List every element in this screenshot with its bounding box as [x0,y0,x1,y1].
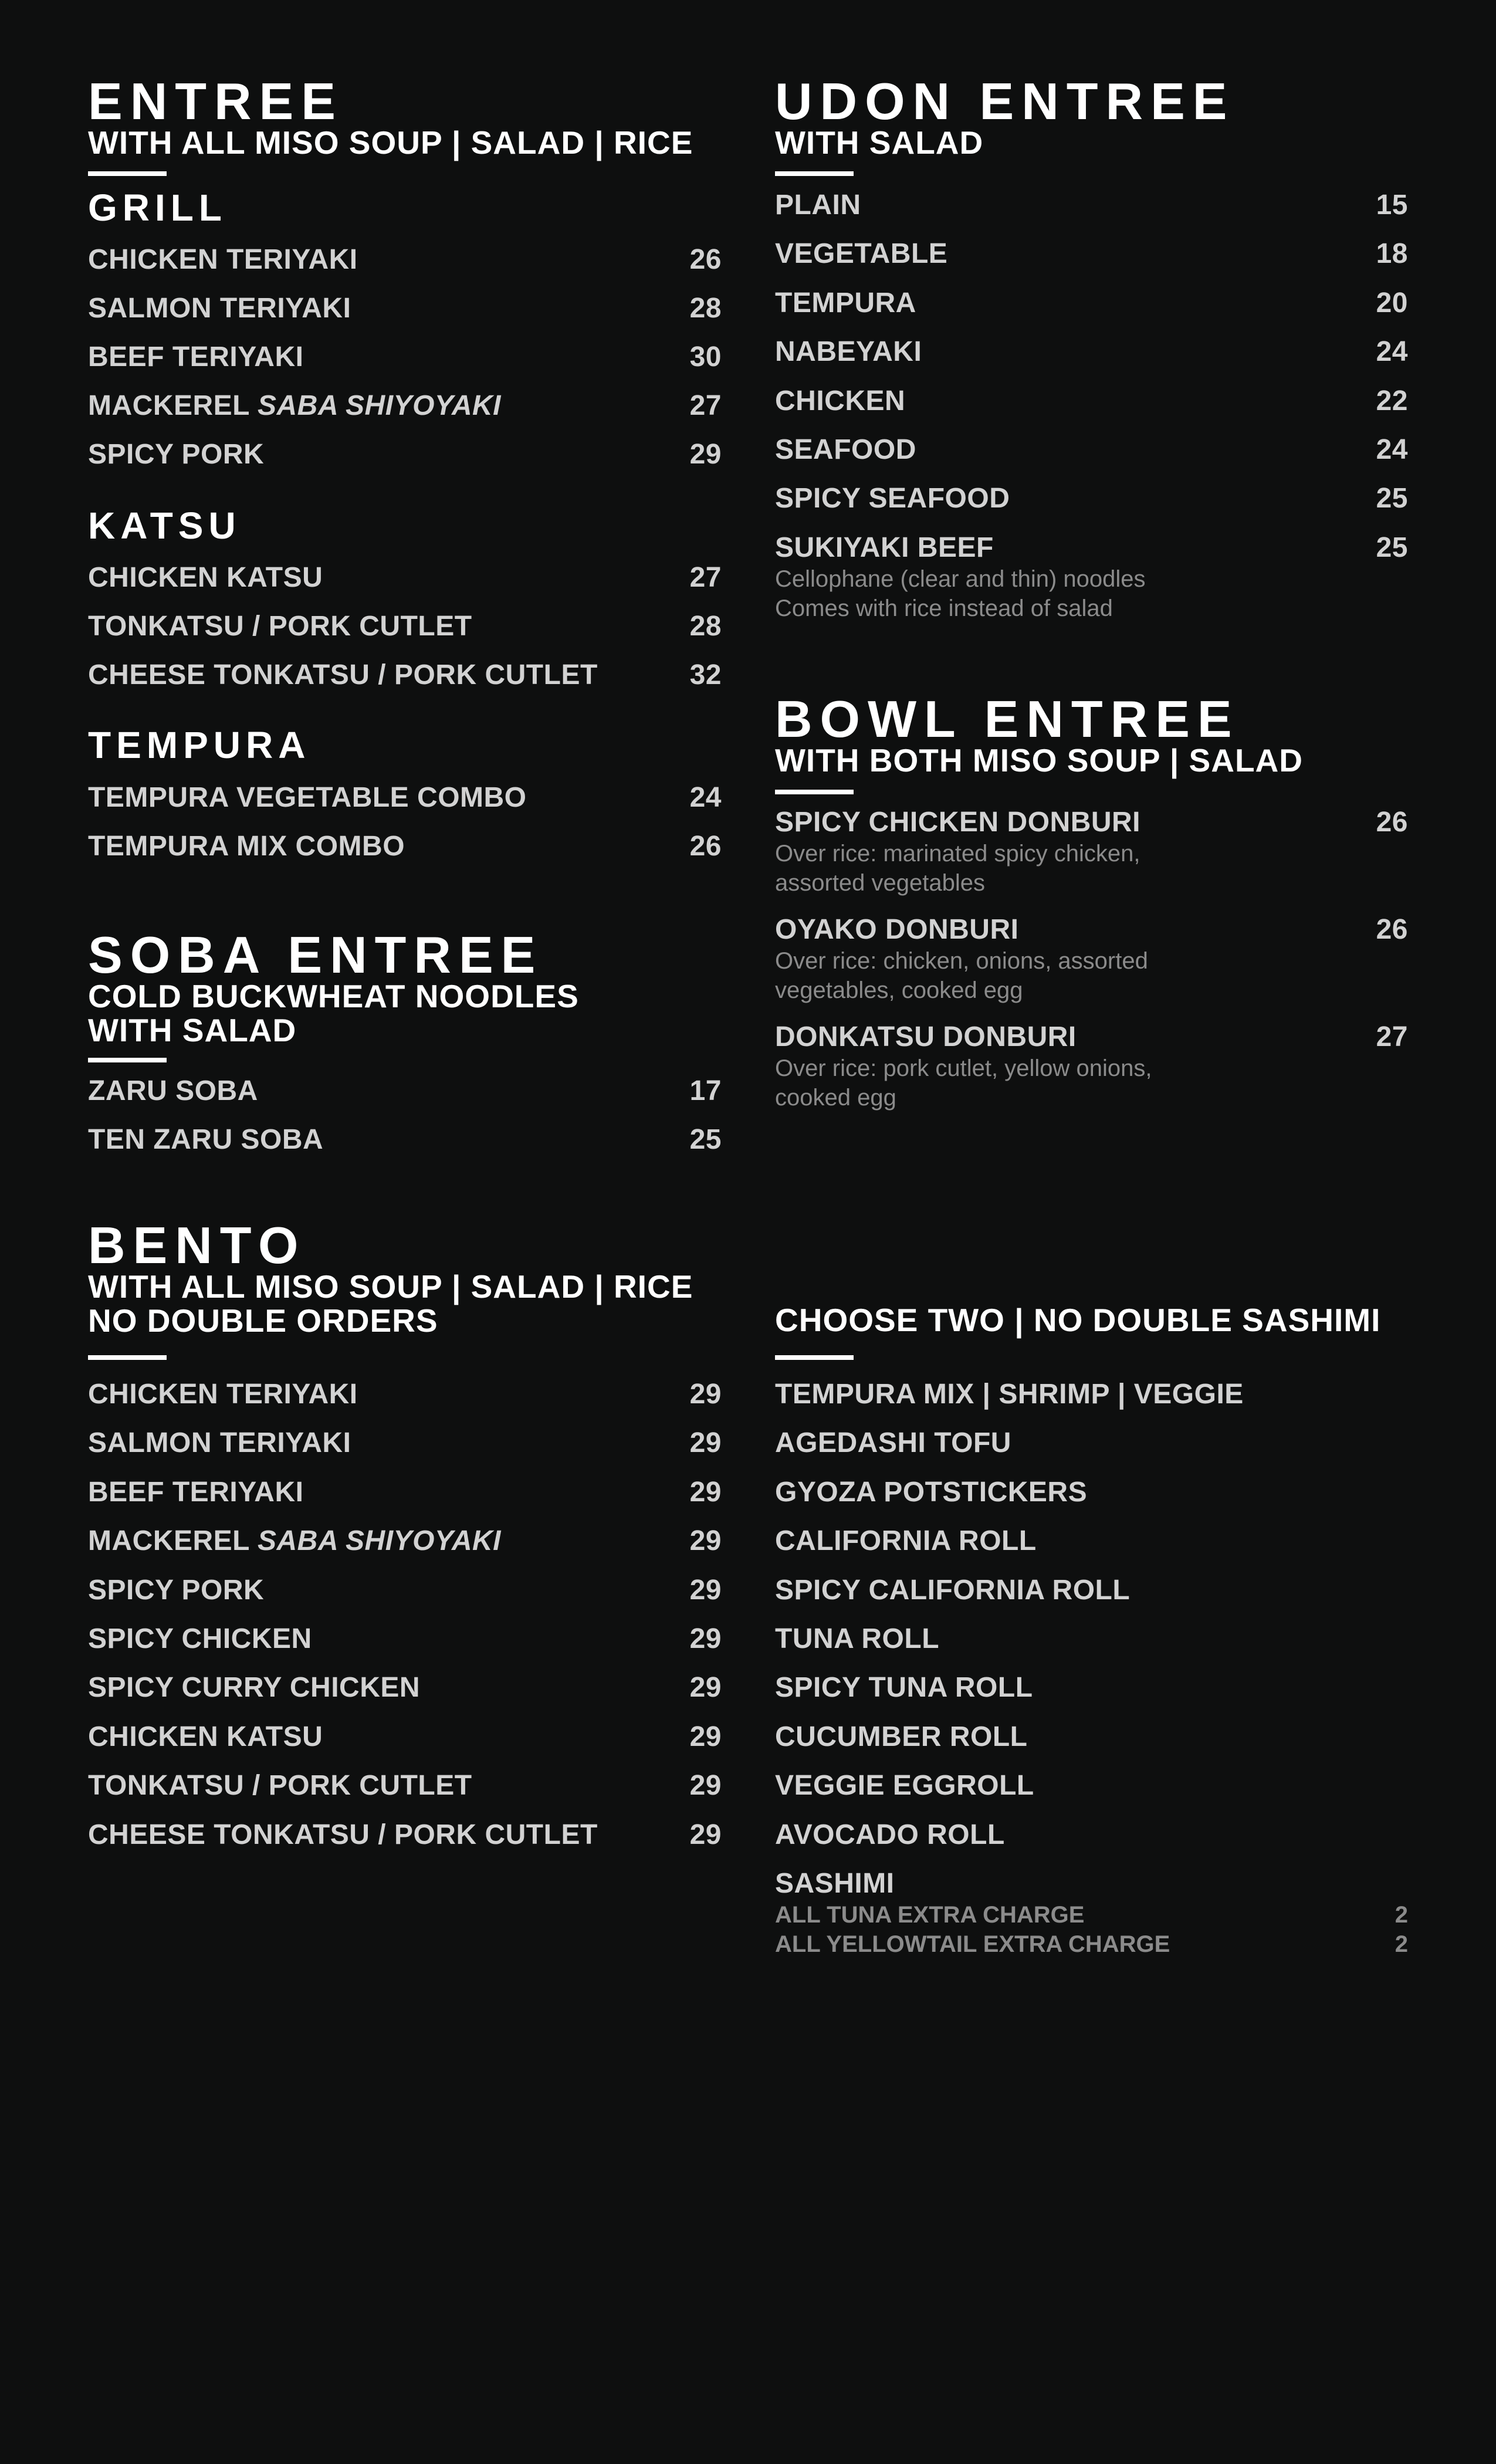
bowl-header [775,690,1408,779]
bento-header [88,1216,722,1339]
item-name: BEEF TERIYAKI [88,1476,304,1508]
item-row [775,532,1408,564]
entree-title: ENTREE [88,72,343,130]
udon-list [775,189,1408,623]
item-name: CALIFORNIA ROLL [775,1525,1037,1557]
udon-title: UDON ENTREE [775,72,1235,130]
item-price: 28 [689,611,722,642]
item-price: 29 [689,1476,722,1508]
item-price: 29 [689,1672,722,1704]
item-name: TEN ZARU SOBA [88,1124,324,1155]
item-price: 26 [1376,807,1408,838]
menu-item [775,532,1408,623]
menu-item [88,610,722,659]
item-price: 15 [1376,189,1408,221]
item-price: 27 [689,562,722,593]
item-name: AGEDASHI TOFU [775,1427,1011,1459]
item-price: 27 [1376,1021,1408,1052]
menu-item [88,1123,722,1172]
item-description: assorted vegetables [775,870,986,896]
menu-item [775,189,1408,238]
choose-list [775,1378,1408,1959]
item-price: 29 [689,1623,722,1654]
item-price: 20 [1376,287,1408,319]
soba-title: SOBA ENTREE [88,926,543,984]
menu-item [775,482,1408,531]
grill-title: GRILL [88,187,227,229]
item-price: 26 [689,831,722,862]
entree-subtitle: WITH ALL MISO SOUP | SALAD | RICE [88,124,693,161]
menu-item [88,830,722,879]
tempura-list [88,781,722,879]
soba-header [88,926,722,1048]
item-description: Cellophane (clear and thin) noodles [775,566,1146,592]
item-row [775,1021,1408,1054]
item-price: 29 [689,439,722,470]
item-name: ZARU SOBA [88,1075,258,1106]
item-name: CUCUMBER ROLL [775,1721,1028,1752]
item-name: VEGGIE EGGROLL [775,1770,1034,1802]
item-name: SALMON TERIYAKI [88,293,351,324]
menu-item [775,806,1408,913]
grill-list [88,243,722,487]
item-name: SPICY CALIFORNIA ROLL [775,1574,1131,1606]
item-name: SASHIMI [775,1867,895,1899]
menu-item [88,561,722,610]
item-name: SPICY CHICKEN DONBURI [775,807,1141,838]
menu-item [88,1819,722,1867]
soba-rule [88,1058,167,1062]
item-name: NABEYAKI [775,336,922,368]
item-price: 29 [689,1525,722,1557]
item-name: SPICY SEAFOOD [775,483,1010,515]
item-price: 26 [689,244,722,275]
item-price: 28 [689,293,722,324]
item-name: CHICKEN KATSU [88,1721,323,1752]
menu-item [88,1075,722,1123]
item-name: TEMPURA MIX COMBO [88,831,405,862]
item-description: Comes with rice instead of salad [775,595,1113,621]
item-price: 32 [689,659,722,691]
item-price: 25 [1376,532,1408,563]
extra-charge-row [775,1900,1408,1930]
menu-item [88,659,722,708]
menu-item [775,238,1408,286]
list-item [775,1819,1408,1867]
bento-subtitle-2: NO DOUBLE ORDERS [88,1302,438,1339]
item-description: vegetables, cooked egg [775,977,1023,1003]
bowl-rule [775,790,854,794]
list-item [775,1671,1408,1720]
list-item [775,1623,1408,1671]
bowl-list [775,806,1408,1112]
list-item [775,1721,1408,1769]
soba-subtitle-2: WITH SALAD [88,1012,297,1048]
bento-title: BENTO [88,1216,306,1274]
extra-charge-row [775,1930,1408,1959]
entree-header [88,72,722,161]
extra-charge-price: 2 [1395,1901,1408,1928]
item-name: SPICY CURRY CHICKEN [88,1672,421,1704]
katsu-title: KATSU [88,505,241,547]
item-description: cooked egg [775,1085,896,1111]
item-name: SPICY PORK [88,439,265,470]
list-item [775,1427,1408,1475]
menu-item [88,1721,722,1769]
bowl-subtitle: WITH BOTH MISO SOUP | SALAD [775,742,1303,779]
item-name: TONKATSU / PORK CUTLET [88,611,472,642]
item-price: 24 [1376,434,1408,465]
menu-item [775,336,1408,384]
item-name: CHICKEN TERIYAKI [88,1379,358,1410]
menu-item [88,1671,722,1720]
list-item [775,1574,1408,1623]
item-name: TEMPURA MIX | SHRIMP | VEGGIE [775,1379,1244,1410]
item-price: 29 [689,1574,722,1606]
menu-item [88,1623,722,1671]
item-name-italic: SABA SHIYOYAKI [257,390,502,421]
item-name: TEMPURA [775,287,916,319]
item-description: Over rice: marinated spicy chicken, [775,841,1140,867]
udon-subtitle: WITH SALAD [775,124,984,161]
bento-list [88,1378,722,1867]
item-name: SPICY TUNA ROLL [775,1672,1033,1704]
extra-charge-label: ALL TUNA EXTRA CHARGE [775,1901,1085,1928]
item-price: 29 [689,1427,722,1459]
item-price: 25 [1376,483,1408,515]
choose-rule [775,1355,854,1360]
list-item [775,1867,1408,1959]
item-price: 29 [689,1721,722,1752]
item-name: SEAFOOD [775,434,916,465]
menu-item [775,913,1408,1021]
item-price: 22 [1376,385,1408,417]
item-price: 26 [1376,914,1408,945]
item-name: CHEESE TONKATSU / PORK CUTLET [88,659,598,691]
menu-item [775,434,1408,482]
item-name-plain: MACKEREL [88,390,250,421]
item-price: 24 [689,782,722,813]
tempura-title: TEMPURA [88,724,311,766]
udon-header [775,72,1408,161]
item-description: Over rice: pork cutlet, yellow onions, [775,1055,1152,1081]
choose-title: CHOOSE TWO | NO DOUBLE SASHIMI [775,1302,1381,1338]
item-name-plain: MACKEREL [88,1525,250,1557]
item-description: Over rice: chicken, onions, assorted [775,948,1148,974]
item-name: VEGETABLE [775,238,948,270]
item-name: GYOZA POTSTICKERS [775,1476,1088,1508]
item-price: 29 [689,1379,722,1410]
menu-item [775,287,1408,336]
extra-charge-price: 2 [1395,1931,1408,1957]
item-name: CHICKEN KATSU [88,562,323,593]
entree-rule [88,171,167,176]
item-name: OYAKO DONBURI [775,914,1019,945]
item-name-italic: SABA SHIYOYAKI [257,1525,502,1557]
item-name: PLAIN [775,189,861,221]
list-item [775,1476,1408,1525]
item-name: CHICKEN [775,385,906,417]
item-name: TONKATSU / PORK CUTLET [88,1770,472,1802]
menu-item [88,1574,722,1623]
extra-charge-label: ALL YELLOWTAIL EXTRA CHARGE [775,1931,1170,1957]
soba-list [88,1075,722,1172]
item-price: 29 [689,1770,722,1802]
item-name: AVOCADO ROLL [775,1819,1005,1850]
item-name: CHICKEN TERIYAKI [88,244,358,275]
menu-item [88,781,722,830]
item-name: CHEESE TONKATSU / PORK CUTLET [88,1819,598,1850]
menu-item [88,1525,722,1573]
menu-item [88,438,722,487]
item-name: SALMON TERIYAKI [88,1427,351,1459]
item-name [88,390,501,422]
item-row [775,806,1408,839]
item-name: BEEF TERIYAKI [88,341,304,373]
item-price: 24 [1376,336,1408,368]
menu-item [88,390,722,438]
menu-item [775,385,1408,434]
item-price: 29 [689,1819,722,1850]
list-item [775,1378,1408,1427]
bento-subtitle-1: WITH ALL MISO SOUP | SALAD | RICE [88,1268,693,1305]
katsu-list [88,561,722,708]
item-name: DONKATSU DONBURI [775,1021,1077,1052]
menu-item [88,341,722,390]
item-price: 30 [689,341,722,373]
list-item [775,1525,1408,1573]
item-name: TEMPURA VEGETABLE COMBO [88,782,527,813]
menu-item [88,1476,722,1525]
menu-item [88,1427,722,1475]
item-name: TUNA ROLL [775,1623,940,1654]
item-name: SUKIYAKI BEEF [775,532,994,563]
item-price: 18 [1376,238,1408,270]
item-price: 25 [689,1124,722,1155]
menu-item [88,243,722,292]
list-item [775,1769,1408,1818]
menu-item [88,1769,722,1818]
menu-item [88,292,722,341]
item-row [775,1867,1408,1900]
menu-item [88,1378,722,1427]
item-row [775,913,1408,946]
item-name [88,1525,501,1558]
udon-rule [775,171,854,176]
menu-item [775,1021,1408,1112]
soba-subtitle-1: COLD BUCKWHEAT NOODLES [88,978,579,1014]
bento-rule [88,1355,167,1360]
item-name: SPICY CHICKEN [88,1623,312,1654]
bowl-title: BOWL ENTREE [775,690,1240,748]
item-price: 17 [689,1075,722,1106]
item-name: SPICY PORK [88,1574,265,1606]
item-price: 27 [689,390,722,421]
